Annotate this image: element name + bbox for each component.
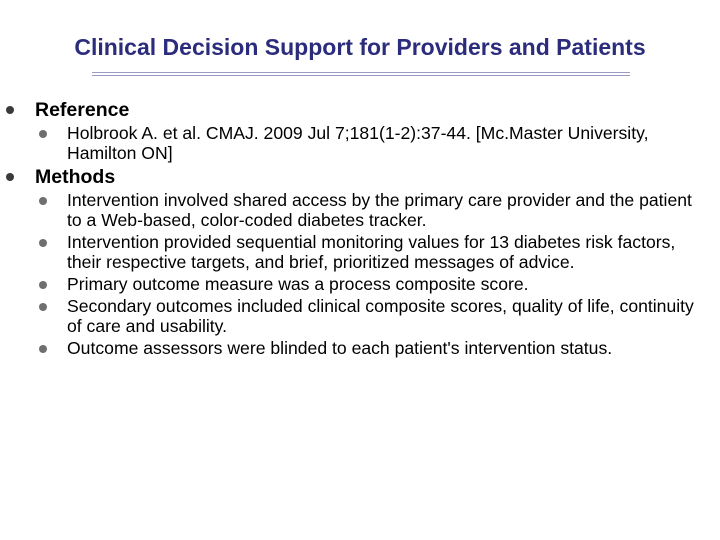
bullet-icon	[6, 106, 14, 114]
methods-item-text: Primary outcome measure was a process composite score.	[67, 274, 529, 294]
methods-item-text: Outcome assessors were blinded to each patient's intervention status.	[67, 338, 613, 358]
bullet-icon	[39, 130, 47, 138]
bullet-icon	[39, 303, 47, 311]
reference-text: Holbrook A. et al. CMAJ. 2009 Jul 7;181(1-2):37-44. [Mc.Master University, Hamilton ON]	[67, 123, 649, 163]
methods-item	[0, 338, 720, 358]
slide-body	[0, 96, 720, 358]
reference-item	[0, 123, 720, 163]
section-heading-text: Reference	[35, 99, 130, 121]
methods-item-text: Intervention involved shared access by the primary care provider and the patient to a Web-based, color-coded diabetes tracker.	[67, 190, 692, 230]
methods-item	[0, 296, 720, 336]
bullet-icon	[39, 197, 47, 205]
methods-item	[0, 190, 720, 230]
bullet-icon	[39, 345, 47, 353]
methods-item-text: Secondary outcomes included clinical composite scores, quality of life, continuity of care and usability.	[67, 296, 694, 336]
bullet-icon	[6, 173, 14, 181]
section-heading-text: Methods	[35, 166, 116, 188]
methods-item	[0, 274, 720, 294]
section-heading-reference	[0, 99, 720, 121]
methods-item	[0, 232, 720, 272]
section-heading-methods	[0, 166, 720, 188]
slide-title: Clinical Decision Support for Providers and Patients	[74, 34, 646, 60]
title-underline	[92, 72, 630, 76]
bullet-icon	[39, 281, 47, 289]
bullet-icon	[39, 239, 47, 247]
methods-item-text: Intervention provided sequential monitoring values for 13 diabetes risk factors, their respective targets, and brief, prioritized messages of advice.	[67, 232, 676, 272]
